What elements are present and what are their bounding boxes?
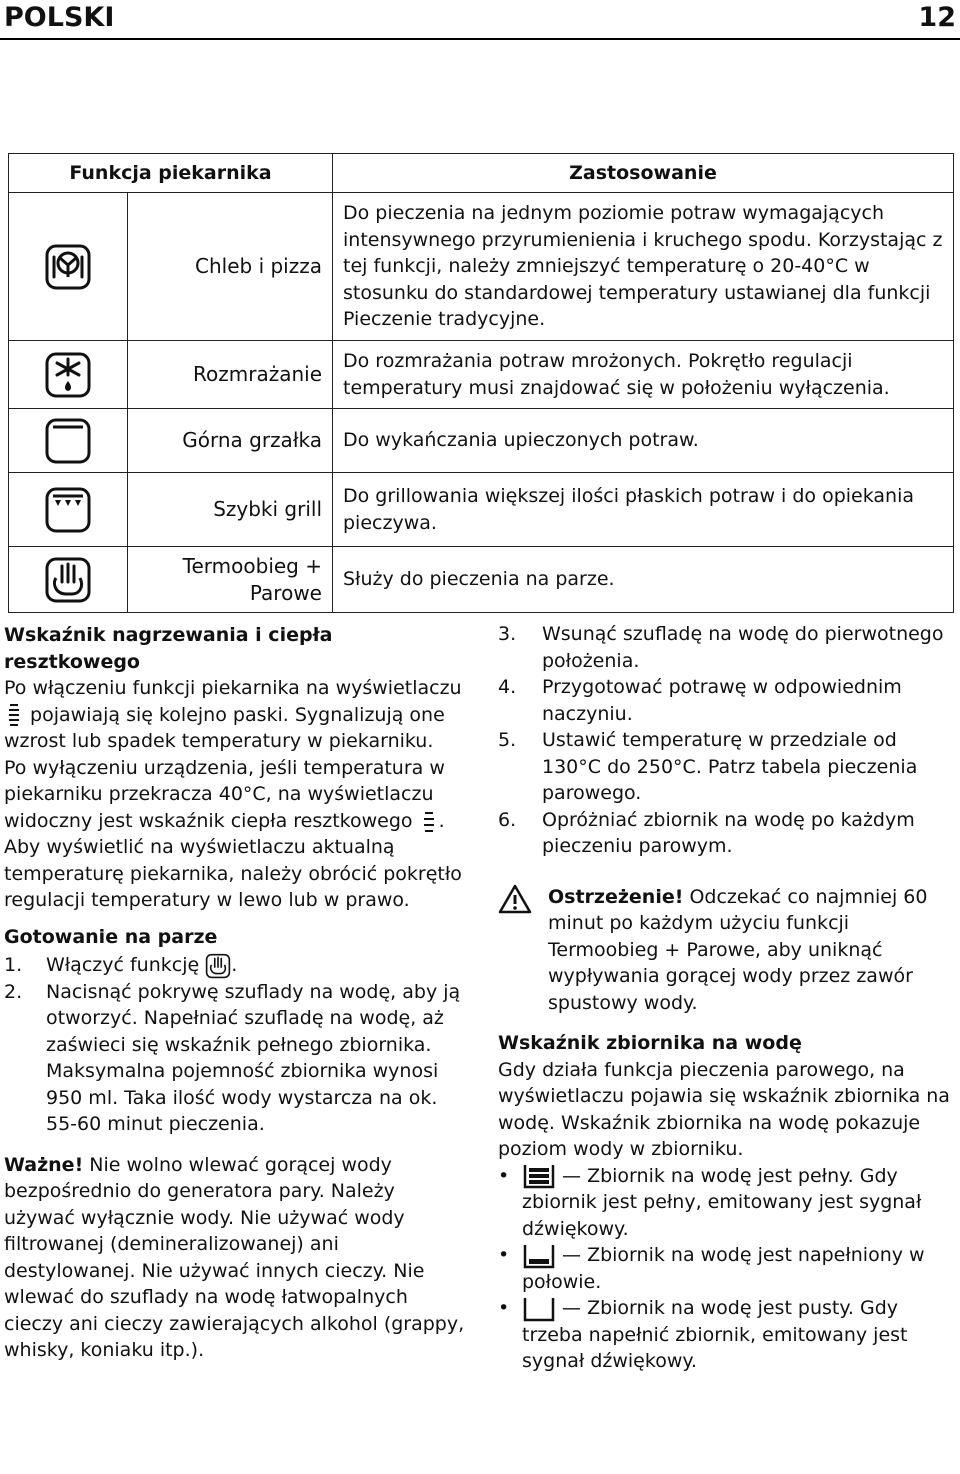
function-usage: Do wykańczania upieczonych potraw. bbox=[333, 409, 954, 473]
page-number: 12 bbox=[918, 2, 956, 33]
function-usage: Służy do pieczenia na parze. bbox=[333, 547, 954, 613]
function-name: Szybki grill bbox=[128, 473, 333, 547]
table-row bbox=[9, 547, 954, 613]
fast-grill-icon bbox=[44, 486, 92, 534]
list-item: 3. Wsunąć szufladę na wodę do pierwotnego położenia. bbox=[498, 623, 944, 672]
page-header bbox=[0, 0, 960, 40]
heat-indicator-heading: Wskaźnik nagrzewania i ciepła resztkowego bbox=[4, 624, 333, 673]
list-item: 5. Ustawić temperaturę w przedziale od 130°C do 250°C. Patrz tabela pieczenia parowego. bbox=[498, 729, 918, 804]
list-item: 4. Przygotować potrawę w odpowiednim naczyniu. bbox=[498, 676, 902, 725]
left-column bbox=[4, 622, 470, 1364]
important-note: Ważne! Nie wolno wlewać gorącej wody bezpośrednio do generatora pary. Należy używać wyłącznie wody. Nie używać wody filtrowanej (demineralizowanej) ani destylowanej. Nie używać innych cieczy. Nie wlewać do szuflady na wodę łatwopalnych cieczy ani cieczy zawierających alkohol (grappy, whisky, koniaku itp.). bbox=[4, 1153, 465, 1361]
list-item: 2. Nacisnąć pokrywę szuflady na wodę, aby ją otworzyć. Napełniać szufladę na wodę, aż zaświeci się wskaźnik pełnego zbiornika. Maksymalna pojemność zbiornika wynosi 950 ml. Taka ilość wody wystarcza na ok. 55-60 minut pieczenia. bbox=[4, 980, 461, 1135]
warning-note: Ostrzeżenie! Odczekać co najmniej 60 minut po każdym użyciu funkcji Termoobieg + Parowe, aby uniknąć wypływania gorącej wody przez zawór spustowy wody. bbox=[498, 884, 954, 1017]
list-item: 1. Włączyć funkcję . bbox=[4, 952, 470, 979]
defrost-icon bbox=[44, 351, 92, 399]
table-row bbox=[9, 193, 954, 341]
function-name: Chleb i pizza bbox=[128, 193, 333, 341]
heat-indicator-paragraph-2: Po wyłączeniu urządzenia, jeśli temperatura w piekarniku przekracza 40°C, na wyświetlaczu widoczny jest wskaźnik ciepła resztkowego . Aby wyświetlić na wyświetlaczu aktualną temperaturę piekarnika, należy obrócić pokrętło regulacji temperatury w lewo lub w prawo. bbox=[4, 756, 462, 911]
tank-indicator-paragraph: Gdy działa funkcja pieczenia parowego, na wyświetlaczu pojawia się wskaźnik zbiornika na wodę. Wskaźnik zbiornika na wodę pokazuje poziom wody w zbiorniku. bbox=[498, 1058, 950, 1160]
steam-fan-icon bbox=[205, 953, 231, 979]
function-name: Górna grzałka bbox=[128, 409, 333, 473]
heat-indicator-paragraph-1: Po włączeniu funkcji piekarnika na wyświetlaczu pojawiają się kolejno paski. Sygnalizują one wzrost lub spadek temperatury w piekarniku. bbox=[4, 677, 462, 752]
bread-pizza-icon bbox=[44, 243, 92, 291]
list-item: • — Zbiornik na wodę jest pełny. Gdy zbiornik jest pełny, emitowany jest sygnał dźwiękowy. bbox=[498, 1164, 922, 1240]
function-name: Termoobieg + Parowe bbox=[128, 547, 333, 613]
warning-icon bbox=[498, 884, 532, 914]
residual-heat-icon bbox=[419, 808, 439, 834]
top-heat-icon bbox=[44, 417, 92, 465]
tank-full-icon bbox=[522, 1163, 556, 1189]
function-usage: Do pieczenia na jednym poziomie potraw wymagających intensywnego przyrumienienia i kruchego spodu. Korzystając z tej funkcji, należy zmniejszyć temperaturę o 20-40°C w stosunku do standardowej temperatury ustawianej dla funkcji Pieczenie tradycyjne. bbox=[333, 193, 954, 341]
table-row bbox=[9, 473, 954, 547]
table-header-row bbox=[9, 154, 954, 193]
tank-indicator-heading: Wskaźnik zbiornika na wodę bbox=[498, 1032, 802, 1054]
table-row bbox=[9, 341, 954, 409]
tank-half-icon bbox=[522, 1243, 556, 1269]
heat-bars-icon bbox=[4, 702, 24, 728]
function-usage: Do grillowania większej ilości płaskich potraw i do opiekania pieczywa. bbox=[333, 473, 954, 547]
list-item: 6. Opróżniać zbiornik na wodę po każdym pieczeniu parowym. bbox=[498, 808, 915, 857]
tank-empty-icon bbox=[522, 1296, 556, 1322]
function-usage: Do rozmrażania potraw mrożonych. Pokrętło regulacji temperatury musi znajdować się w położeniu wyłączenia. bbox=[333, 341, 954, 409]
oven-functions-table bbox=[8, 153, 954, 613]
function-name: Rozmrażanie bbox=[128, 341, 333, 409]
steam-fan-icon bbox=[44, 556, 92, 604]
list-item: • — Zbiornik na wodę jest napełniony w połowie. bbox=[498, 1244, 925, 1293]
col-usage-header: Zastosowanie bbox=[333, 154, 954, 193]
col-function-header: Funkcja piekarnika bbox=[9, 154, 333, 193]
language-label: POLSKI bbox=[4, 2, 115, 33]
steam-cooking-heading: Gotowanie na parze bbox=[4, 925, 218, 948]
table-row bbox=[9, 409, 954, 473]
list-item: • — Zbiornik na wodę jest pusty. Gdy trzeba napełnić zbiornik, emitowany jest sygnał dźwiękowy. bbox=[498, 1297, 908, 1372]
right-column bbox=[498, 621, 954, 1375]
